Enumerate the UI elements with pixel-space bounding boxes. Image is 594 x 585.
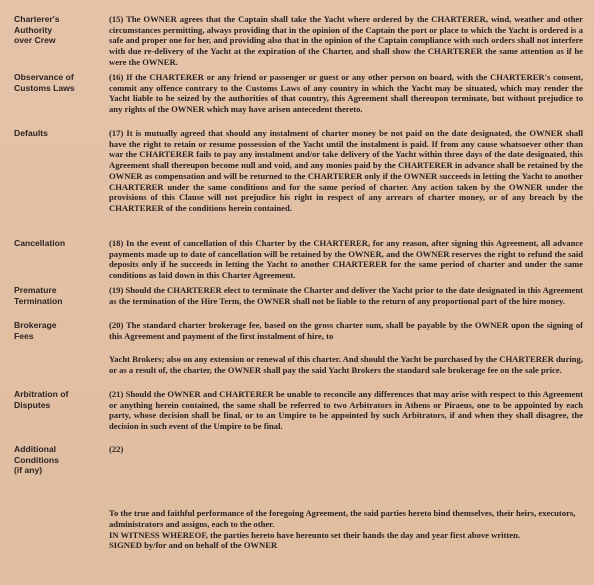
witness-statement: IN WITNESS WHEREOF, the parties hereto have hereunto set their hands the day and year first above written. <box>109 529 521 540</box>
clause-text: (21) Should the OWNER and CHARTERER be unable to reconcile any differences that may arise with respect to this Agreement or anything herein contained, the same shall be referred to two Arbitrators in Athens or Piraeus, one to be appointed by each party, whose decision shall be final, or to an Umpire to be appointed by such Arbitrators, if and when they shall disagree, the decision in such event of the Umpire to be final. <box>109 389 583 432</box>
signature-line: SIGNED by/for and on behalf of the OWNER <box>109 540 278 551</box>
clause-text: (22) <box>109 444 124 454</box>
closing-paragraph: To the true and faithful performance of the foregoing Agreement, the said parties hereto bind themselves, their heirs, executors, administrators and assigns, each to the other. <box>109 508 576 529</box>
clause-text: (17) It is mutually agreed that should any instalment of charter money be not paid on the date designated, the OWNER shall have the right to retain or resume possession of the Yacht until the instalment is paid. If from any cause whatsoever other than war the CHARTERER fails to pay any instalment and/or take delivery of the Yacht within three days of the date designated, this Agreement shall thereupon become null and void, and any monies paid by the CHARTERER in advance shall be retained by the OWNER as compensation and will be returned to the CHARTERER only if the OWNER succeeds in letting the Yacht to another CHARTERER under the same conditions and for the same period of charter. Any action taken by the OWNER under the provisions of this Clause will not prejudice his right in respect of any arrears of charter money, or of any breach by the CHARTERER of the conditions herein contained. <box>109 128 583 213</box>
clause-label: Premature Termination <box>14 285 63 306</box>
clause-text: (20) The standard charter brokerage fee, based on the gross charter sum, shall be payable by the OWNER upon the signing of this Agreement and payment of the first instalment of hire, to <box>109 320 583 341</box>
clause-label: Additional Conditions (if any) <box>14 444 59 476</box>
closing-section <box>109 508 583 551</box>
clause-text: (19) Should the CHARTERER elect to terminate the Charter and deliver the Yacht prior to the date designated in this Agreement as the termination of the Hire Term, the OWNER shall not be liable to the return of any proportional part of the hire money. <box>109 285 583 306</box>
clause-label: Charterer's Authority over Crew <box>14 14 60 46</box>
clause-text: (15) The OWNER agrees that the Captain shall take the Yacht where ordered by the CHARTERER, wind, weather and other circumstances permitting, always providing that in the opinion of the Captain the port or place to which the Yacht is ordered is a safe and proper one for her, and providing also that in the opinion of the Captain compliance with such orders shall not interfere with due re-delivery of the Yacht at the expiration of the Charter, and shall show the CHARTERER the same attention as if he were the OWNER. <box>109 14 583 67</box>
clause-label: Brokerage Fees <box>14 320 57 341</box>
clause-text: (18) In the event of cancellation of this Charter by the CHARTERER, for any reason, after signing this Agreement, all advance payments made up to date of cancellation will be retained by the OWNER, and the OWNER reserves the right to refund the said deposits only if he succeeds in letting the Yacht to another CHARTERER for the same period of charter and under the same conditions as laid down in this Charter Agreement. <box>109 238 583 281</box>
clause-label: Arbitration of Disputes <box>14 389 69 410</box>
clause-label: Cancellation <box>14 238 66 248</box>
clause-text: (16) If the CHARTERER or any friend or passenger or guest or any other person on board, with the CHARTERER's consent, commit any offence contrary to the Customs Laws of any country in which the Yacht may be situated, which may render the Yacht liable to be seized by the authorities of that country, this Agreement shall thereupon terminate, but without prejudice to any rights of the OWNER which may have arisen antecedent thereto. <box>109 72 583 115</box>
clause-label: Observance of Customs Laws <box>14 72 75 93</box>
clause-text-continuation: Yacht Brokers; also on any extension or renewal of this charter. And should the Yacht be purchased by the CHARTERER during, or as a result of, the charter, the OWNER shall pay the said Yacht Brokers the standard sale brokerage fee on the sale price. <box>109 354 583 375</box>
clause-label: Defaults <box>14 128 48 138</box>
